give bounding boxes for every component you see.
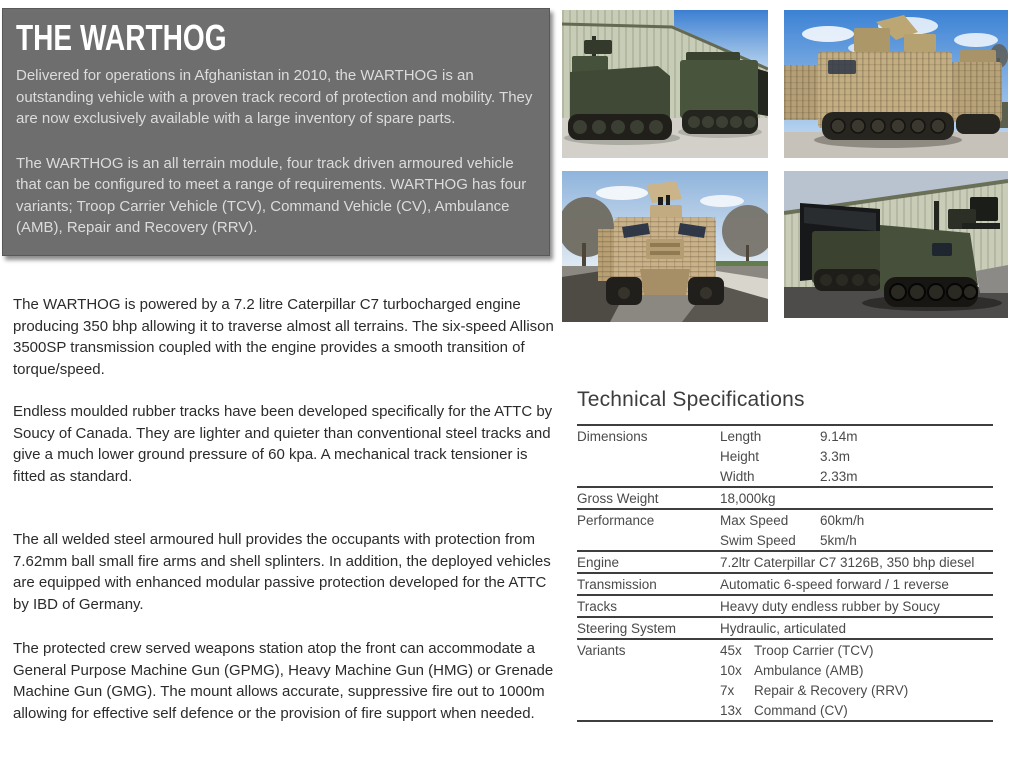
spec-label: Transmission (577, 577, 657, 592)
spec-label: Performance (577, 513, 655, 528)
spec-value: Heavy duty endless rubber by Soucy (720, 599, 940, 614)
photo-tan-warthog-front-illustration (562, 171, 768, 322)
spec-row (577, 508, 993, 530)
spec-label: Gross Weight (577, 491, 659, 506)
spec-value: Width (720, 469, 755, 484)
page-title: THE WARTHOG (16, 17, 227, 58)
spec-value: 45x (720, 643, 742, 658)
spec-value: 18,000kg (720, 491, 776, 506)
specs-title: Technical Specifications (577, 388, 805, 411)
hero-box (2, 8, 550, 256)
spec-value: 2.33m (820, 469, 858, 484)
spec-value: 7.2ltr Caterpillar C7 3126B, 350 bhp diesel (720, 555, 975, 570)
body-paragraph-engine: The WARTHOG is powered by a 7.2 litre Caterpillar C7 turbocharged engine producing 350 bhp allowing it to traverse almost all terrains. The six-speed Allison 3500SP transmission coupled with the engine provides a smooth transition of torque/speed. (13, 296, 554, 378)
photo-tan-warthogs-illustration (784, 10, 1008, 158)
spec-value: 3.3m (820, 449, 851, 464)
spec-label (577, 660, 720, 680)
spec-row (577, 594, 993, 616)
spec-row (577, 424, 993, 446)
spec-label: Engine (577, 555, 620, 570)
spec-label (577, 680, 720, 700)
photo-green-warthogs-illustration (562, 10, 768, 158)
hero-intro-paragraph-1: Delivered for operations in Afghanistan in 2010, the WARTHOG is an outstanding vehicle with a proven track record of protection and mobility. They are now exclusively available with a large inventory of spare parts. (16, 67, 533, 127)
spec-label: Steering System (577, 621, 677, 636)
spec-row (577, 550, 993, 572)
body-paragraph-weapons: The protected crew served weapons station atop the front can accommodate a General Purpose Machine Gun (GPMG), Heavy Machine Gun (HMG) or Grenade Machine Gun (GMG). The mount allows accurate, suppressive fire out to 1000m allowing for effective self defence or the provision of fire support when needed. (13, 640, 554, 722)
specs-table (577, 424, 993, 722)
hero-intro-paragraph-2: The WARTHOG is an all terrain module, four track driven armoured vehicle that can be configured to meet a range of requirements. WARTHOG has four variants; Troop Carrier Vehicle (TCV), Command Vehicle (CV), Ambulance (AMB), Repair and Recovery (RRV). (16, 154, 527, 236)
spec-value: Troop Carrier (TCV) (754, 643, 874, 658)
spec-value: Repair & Recovery (RRV) (754, 683, 909, 698)
spec-row (577, 466, 993, 486)
spec-label: Variants (577, 643, 626, 658)
spec-value: 13x (720, 703, 742, 718)
spec-value: 7x (720, 683, 735, 698)
spec-label (577, 530, 720, 550)
photo-tan-warthogs-sky (784, 10, 1008, 158)
spec-label (577, 700, 720, 720)
spec-row (577, 680, 993, 700)
spec-value: 9.14m (820, 429, 858, 444)
spec-label: Tracks (577, 599, 617, 614)
photo-green-warthog-door-illustration (784, 171, 1008, 318)
spec-value: 10x (720, 663, 742, 678)
spec-value: Max Speed (720, 513, 789, 528)
spec-value: Length (720, 429, 762, 444)
spec-row (577, 660, 993, 680)
spec-value: Height (720, 449, 760, 464)
photo-tan-warthog-front (562, 171, 768, 322)
spec-value: Automatic 6-speed forward / 1 reverse (720, 577, 949, 592)
spec-row (577, 530, 993, 550)
body-paragraph-tracks: Endless moulded rubber tracks have been developed specifically for the ATTC by Soucy of Canada. They are lighter and quieter than conventional steel tracks and give a much lower ground pressure of 60 kpa. A mechanical track tensioner is fitted as standard. (13, 403, 553, 485)
photo-green-warthogs-warehouse (562, 10, 768, 158)
spec-row (577, 616, 993, 638)
spec-value: Ambulance (AMB) (754, 663, 864, 678)
spec-label (577, 466, 720, 486)
spec-label (577, 446, 720, 466)
spec-value: Hydraulic, articulated (720, 621, 847, 636)
spec-value: 5km/h (820, 533, 857, 548)
spec-row (577, 446, 993, 466)
spec-value: Command (CV) (754, 703, 848, 718)
spec-label: Dimensions (577, 429, 648, 444)
specs-section (577, 388, 993, 722)
spec-row (577, 638, 993, 660)
body-paragraph-armour: The all welded steel armoured hull provides the occupants with protection from 7.62mm ball small fire arms and shell splinters. In addition, the deployed vehicles are equipped with enhanced modular passive protection developed for the ATTC by IBD of Germany. (13, 531, 551, 613)
spec-row (577, 486, 993, 508)
spec-value: 60km/h (820, 513, 865, 528)
photo-green-warthog-door (784, 171, 1008, 318)
spec-row (577, 572, 993, 594)
spec-value: Swim Speed (720, 533, 796, 548)
spec-row (577, 700, 993, 720)
